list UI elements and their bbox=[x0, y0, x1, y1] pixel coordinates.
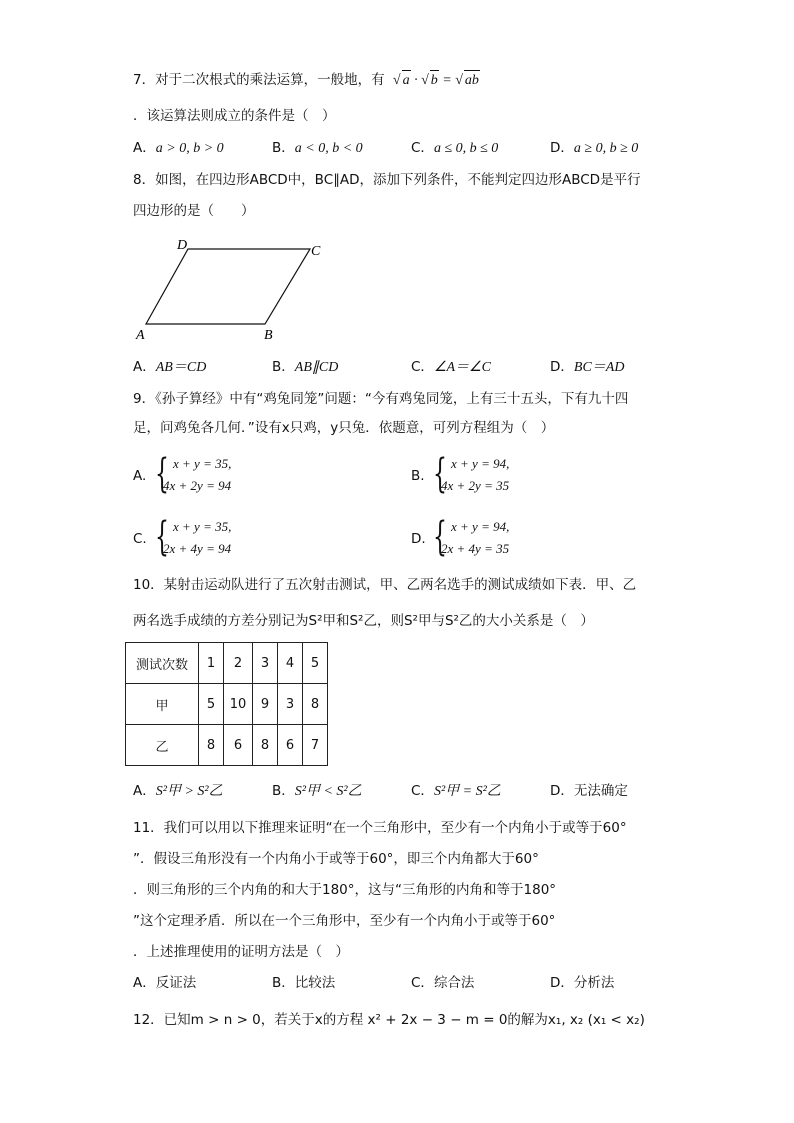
q11-option-c[interactable]: C．综合法 bbox=[411, 975, 475, 991]
vertex-label-c: C bbox=[311, 244, 321, 259]
q8-option-d[interactable]: D．BC＝AD bbox=[550, 359, 625, 375]
table-cell: 6 bbox=[224, 725, 253, 766]
left-brace-icon: { bbox=[155, 451, 169, 497]
table-cell: 5 bbox=[199, 684, 224, 725]
q7-stem-text: 7．对于二次根式的乘法运算，一般地，有 bbox=[133, 72, 385, 88]
q11-stem-line-3: ．则三角形的三个内角的和大于180°，这与“三角形的内角和等于180° bbox=[133, 882, 557, 898]
table-cell: 6 bbox=[278, 725, 303, 766]
table-row bbox=[126, 684, 328, 725]
q8-stem-line-1: 8．如图，在四边形ABCD中，BC∥AD，添加下列条件，不能判定四边形ABCD是平行 bbox=[133, 172, 641, 188]
table-row bbox=[126, 725, 328, 766]
q9-option-c[interactable]: C. { x + y = 35, 2x + 4y = 94 bbox=[133, 514, 232, 560]
table-cell: 8 bbox=[303, 684, 328, 725]
q10-option-b[interactable]: B．S²甲 < S²乙 bbox=[272, 783, 362, 799]
q7-stem bbox=[133, 70, 480, 91]
table-cell: 测试次数 bbox=[126, 643, 199, 684]
left-brace-icon: { bbox=[433, 514, 447, 560]
vertex-label-b: B bbox=[264, 328, 273, 343]
q10-stem-line-2: 两名选手成绩的方差分别记为S²甲和S²乙，则S²甲与S²乙的大小关系是（ ） bbox=[133, 613, 594, 629]
table-cell: 4 bbox=[278, 643, 303, 684]
q7-formula: √ a · √ b = √ ab bbox=[393, 73, 480, 88]
table-cell: 5 bbox=[303, 643, 328, 684]
q10-stem-line-1: 10．某射击运动队进行了五次射击测试，甲、乙两名选手的测试成绩如下表．甲、乙 bbox=[133, 577, 637, 593]
q8-option-b[interactable]: B．AB∥CD bbox=[272, 359, 339, 375]
q7-option-d[interactable]: D．a ≥ 0, b ≥ 0 bbox=[550, 140, 639, 156]
parallelogram-figure bbox=[130, 236, 330, 346]
q7-option-b[interactable]: B．a < 0, b < 0 bbox=[272, 140, 363, 156]
q9-option-a[interactable]: A. { x + y = 35, 4x + 2y = 94 bbox=[133, 451, 232, 497]
table-header-row bbox=[126, 643, 328, 684]
table-cell: 甲 bbox=[126, 684, 199, 725]
q9-option-b[interactable]: B. { x + y = 94, 4x + 2y = 35 bbox=[411, 451, 510, 497]
q11-stem-line-2: ”．假设三角形没有一个内角小于或等于60°，即三个内角都大于60° bbox=[133, 851, 539, 867]
table-cell: 1 bbox=[199, 643, 224, 684]
table-cell: 8 bbox=[253, 725, 278, 766]
q11-stem-line-4: ”这个定理矛盾．所以在一个三角形中，至少有一个内角小于或等于60° bbox=[133, 913, 556, 929]
q9-stem-line-1: 9．《孙子算经》中有“鸡兔同笼”问题：“今有鸡兔同笼，上有三十五头，下有九十四 bbox=[133, 391, 629, 407]
q8-option-a[interactable]: A．AB＝CD bbox=[133, 359, 207, 375]
q11-stem-line-5: ．上述推理使用的证明方法是（ ） bbox=[133, 944, 349, 960]
vertex-label-d: D bbox=[177, 238, 188, 253]
table-cell: 7 bbox=[303, 725, 328, 766]
q10-option-a[interactable]: A．S²甲 > S²乙 bbox=[133, 783, 223, 799]
q10-option-d[interactable]: D．无法确定 bbox=[550, 783, 628, 799]
q11-option-a[interactable]: A．反证法 bbox=[133, 975, 197, 991]
table-cell: 10 bbox=[224, 684, 253, 725]
q11-option-b[interactable]: B．比较法 bbox=[272, 975, 336, 991]
q8-option-c[interactable]: C．∠A＝∠C bbox=[411, 359, 491, 375]
vertex-label-a: A bbox=[136, 328, 145, 343]
q11-option-d[interactable]: D．分析法 bbox=[550, 975, 615, 991]
q9-stem-line-2: 足，问鸡兔各几何．”设有x只鸡，y只兔．依题意，可列方程组为（ ） bbox=[133, 420, 555, 436]
q8-stem-line-2: 四边形的是（ ） bbox=[133, 203, 255, 219]
table-cell: 9 bbox=[253, 684, 278, 725]
q11-stem-line-1: 11．我们可以用以下推理来证明“在一个三角形中，至少有一个内角小于或等于60° bbox=[133, 820, 627, 836]
left-brace-icon: { bbox=[155, 514, 169, 560]
table-cell: 3 bbox=[253, 643, 278, 684]
table-cell: 乙 bbox=[126, 725, 199, 766]
q7-stem-2: ．该运算法则成立的条件是（ ） bbox=[133, 108, 336, 124]
q10-option-c[interactable]: C．S²甲 = S²乙 bbox=[411, 783, 501, 799]
table-cell: 3 bbox=[278, 684, 303, 725]
score-table bbox=[125, 642, 328, 766]
q12-stem-line-1: 12．已知m > n > 0，若关于x的方程 x² + 2x − 3 − m = 0的解为x₁, x₂ (x₁ < x₂) bbox=[133, 1012, 645, 1028]
left-brace-icon: { bbox=[433, 451, 447, 497]
q9-option-d[interactable]: D. { x + y = 94, 2x + 4y = 35 bbox=[411, 514, 510, 560]
table-cell: 2 bbox=[224, 643, 253, 684]
q7-option-c[interactable]: C．a ≤ 0, b ≤ 0 bbox=[411, 140, 499, 156]
parallelogram-shape bbox=[146, 249, 310, 324]
table-cell: 8 bbox=[199, 725, 224, 766]
q7-option-a[interactable]: A．a > 0, b > 0 bbox=[133, 140, 224, 156]
